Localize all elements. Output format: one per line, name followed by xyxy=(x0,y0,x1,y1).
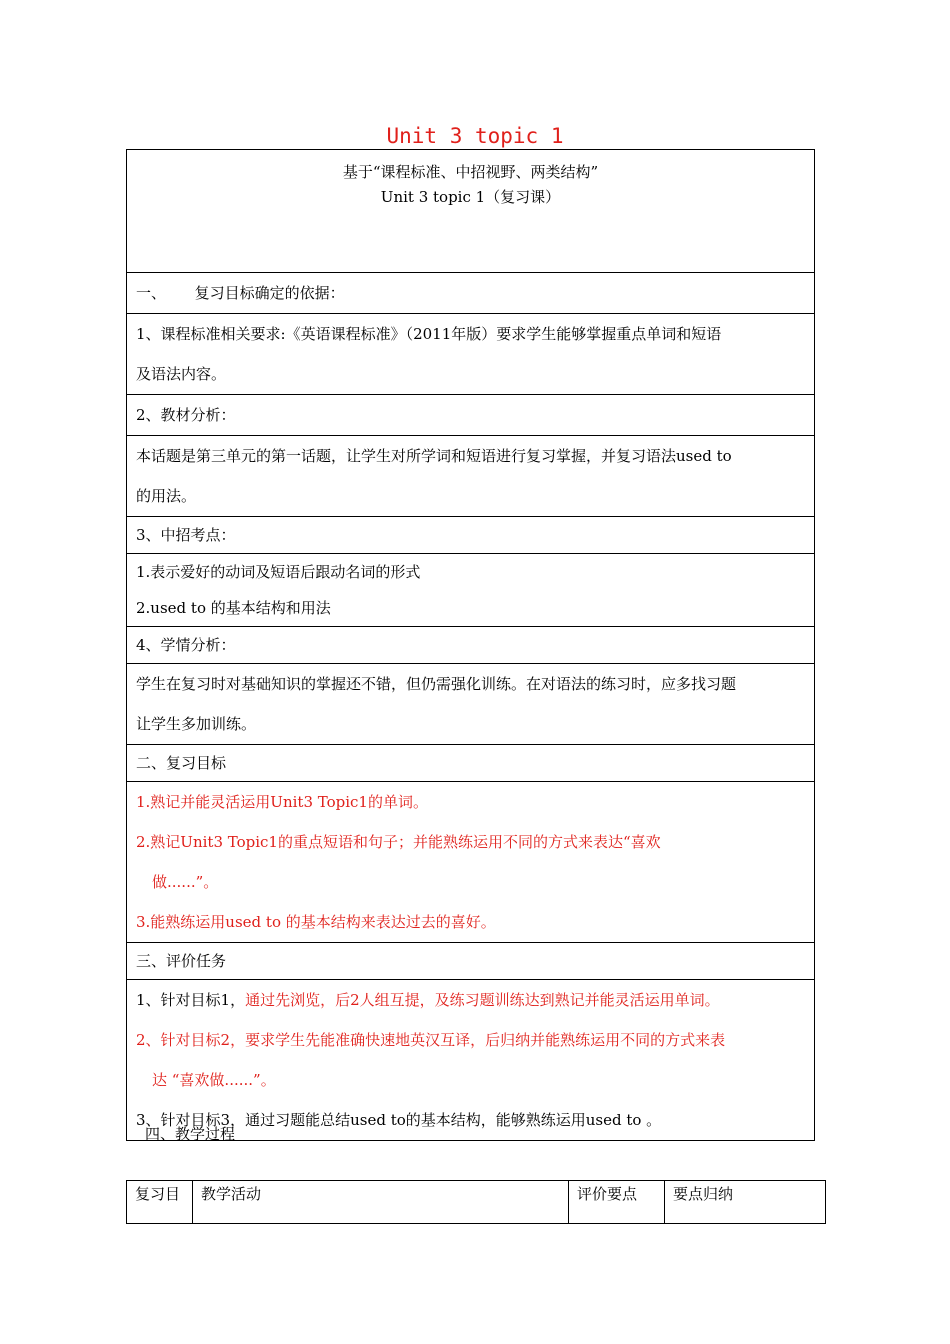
section1-item3-heading: 3、中招考点： xyxy=(127,517,815,554)
section1-heading: 一、 复习目标确定的依据： xyxy=(127,273,815,314)
col-evaluation: 评价要点 xyxy=(569,1181,665,1224)
col-summary: 要点归纳 xyxy=(665,1181,826,1224)
goal2-line1: 2.熟记Unit3 Topic1的重点短语和句子；并能熟练运用不同的方式来表达“喜欢 xyxy=(136,833,661,851)
section1-item4-heading: 4、学情分析： xyxy=(127,627,815,664)
item2-line1: 本话题是第三单元的第一话题，让学生对所学词和短语进行复习掌握，并复习语法used to xyxy=(136,447,732,465)
section1-item4 xyxy=(127,664,815,745)
plan-table xyxy=(126,149,815,1141)
item2-line2: 的用法。 xyxy=(136,487,197,505)
section1-item1 xyxy=(127,314,815,395)
document-title: Unit 3 topic 1 xyxy=(386,124,564,148)
item3-line1: 1.表示爱好的动词及短语后跟动名词的形式 xyxy=(136,563,421,581)
goal2-line2: 做......”。 xyxy=(152,873,219,891)
goal3: 3.能熟练运用used to 的基本结构来表达过去的喜好。 xyxy=(136,913,496,931)
task2-line1: 2、针对目标2，要求学生先能准确快速地英汉互译，后归纳并能熟练运用不同的方式来表 xyxy=(136,1031,726,1049)
col-activity: 教学活动 xyxy=(193,1181,569,1224)
process-table xyxy=(126,1180,826,1224)
item3-line2: 2.used to 的基本结构和用法 xyxy=(136,599,331,617)
col-goal: 复习目 xyxy=(127,1181,193,1224)
task2-line2: 达 “喜欢做......”。 xyxy=(152,1071,276,1089)
section4-heading: 四、教学过程 xyxy=(145,1125,236,1143)
item1-line2: 及语法内容。 xyxy=(136,365,227,383)
section1-item2 xyxy=(127,436,815,517)
item4-line2: 让学生多加训练。 xyxy=(136,715,257,733)
goal1: 1.熟记并能灵活运用Unit3 Topic1的单词。 xyxy=(136,793,428,811)
section2-goals xyxy=(127,782,815,943)
section3-tasks xyxy=(127,980,815,1141)
section3-heading: 三、评价任务 xyxy=(127,943,815,980)
section1-item2-heading: 2、教材分析： xyxy=(127,395,815,436)
item1-line1: 1、课程标准相关要求:《英语课程标准》（2011年版）要求学生能够掌握重点单词和短语 xyxy=(136,325,722,343)
header-line1: 基于“课程标准、中招视野、两类结构” xyxy=(342,163,599,181)
task3: 3、针对目标3，通过习题能总结used to的基本结构，能够熟练运用used to 。 xyxy=(136,1111,662,1129)
item4-line1: 学生在复习时对基础知识的掌握还不错，但仍需强化训练。在对语法的练习时，应多找习题 xyxy=(136,675,737,693)
header-line2: Unit 3 topic 1（复习课） xyxy=(380,188,561,206)
header-cell xyxy=(127,150,815,273)
section1-item3 xyxy=(127,554,815,627)
task1-prefix: 1、针对目标1， xyxy=(136,991,246,1009)
section2-heading: 二、复习目标 xyxy=(127,745,815,782)
task1 xyxy=(136,980,805,1020)
task1-red: 通过先浏览，后2人组互提，及练习题训练达到熟记并能灵活运用单词。 xyxy=(245,991,720,1009)
